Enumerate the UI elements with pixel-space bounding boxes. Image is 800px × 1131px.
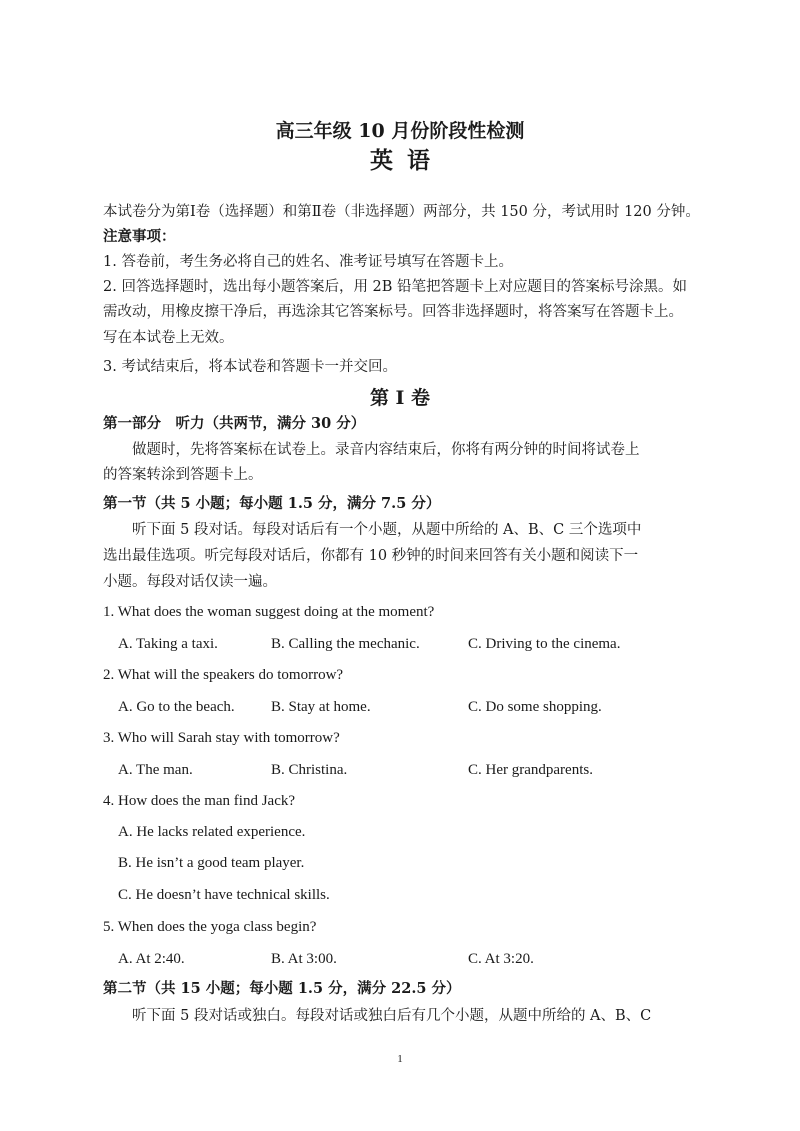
section1-heading: 第一节（共 5 小题；每小题 1.5 分，满分 7.5 分） [103, 495, 441, 512]
question-1: 1. What does the woman suggest doing at the moment? [103, 604, 435, 620]
note-3: 3. 考试结束后，将本试卷和答题卡一并交回。 [103, 359, 397, 375]
question-3-option-b: B. Christina. [271, 762, 348, 778]
question-5-option-a: A. At 2:40. [118, 951, 185, 967]
question-1-option-a: A. Taking a taxi. [118, 636, 218, 652]
question-3-option-c: C. Her grandparents. [468, 762, 593, 778]
section2-instruction-line-1: 听下面 5 段对话或独白。每段对话或独白后有几个小题，从题中所给的 A、B、C [132, 1008, 652, 1024]
question-5-option-b: B. At 3:00. [271, 951, 337, 967]
section2-heading: 第二节（共 15 小题；每小题 1.5 分，满分 22.5 分） [103, 980, 461, 997]
part1-instruction-line-1: 做题时，先将答案标在试卷上。录音内容结束后，你将有两分钟的时间将试卷上 [132, 442, 640, 458]
question-4-option-b: B. He isn’t a good team player. [118, 855, 305, 871]
question-4: 4. How does the man find Jack? [103, 793, 296, 809]
subject-title: 英语 [370, 147, 444, 174]
note-2-line-1: 2. 回答选择题时，选出每小题答案后，用 2B 铅笔把答题卡上对应题目的答案标号涂黑。如 [103, 279, 688, 295]
volume-title: 第 I 卷 [369, 387, 431, 409]
question-3: 3. Who will Sarah stay with tomorrow? [103, 730, 340, 746]
note-1: 1. 答卷前，考生务必将自己的姓名、准考证号填写在答题卡上。 [103, 254, 513, 270]
question-3-option-a: A. The man. [118, 762, 193, 778]
question-2-option-c: C. Do some shopping. [468, 699, 602, 715]
section1-instruction-line-3: 小题。每段对话仅读一遍。 [103, 574, 277, 590]
question-1-option-c: C. Driving to the cinema. [468, 636, 621, 652]
page-number: 1 [397, 1053, 403, 1065]
question-2: 2. What will the speakers do tomorrow? [103, 667, 344, 683]
question-1-option-b: B. Calling the mechanic. [271, 636, 420, 652]
question-4-option-a: A. He lacks related experience. [118, 824, 306, 840]
note-2-line-2: 需改动，用橡皮擦干净后，再选涂其它答案标号。回答非选择题时，将答案写在答题卡上。 [103, 304, 683, 320]
part1-heading: 第一部分 听力（共两节，满分 30 分） [103, 415, 366, 432]
intro-text: 本试卷分为第Ⅰ卷（选择题）和第Ⅱ卷（非选择题）两部分，共 150 分，考试用时 120 分钟。 [103, 204, 700, 220]
question-2-option-b: B. Stay at home. [271, 699, 371, 715]
exam-title: 高三年级 10 月份阶段性检测 [275, 120, 525, 142]
question-5-option-c: C. At 3:20. [468, 951, 534, 967]
section1-instruction-line-2: 选出最佳选项。听完每段对话后，你都有 10 秒钟的时间来回答有关小题和阅读下一 [103, 548, 639, 564]
notes-heading: 注意事项： [103, 228, 176, 245]
question-2-option-a: A. Go to the beach. [118, 699, 235, 715]
note-2-line-3: 写在本试卷上无效。 [103, 330, 234, 346]
question-5: 5. When does the yoga class begin? [103, 919, 317, 935]
section1-instruction-line-1: 听下面 5 段对话。每段对话后有一个小题，从题中所给的 A、B、C 三个选项中 [132, 522, 642, 538]
question-4-option-c: C. He doesn’t have technical skills. [118, 887, 330, 903]
part1-instruction-line-2: 的答案转涂到答题卡上。 [103, 467, 263, 483]
